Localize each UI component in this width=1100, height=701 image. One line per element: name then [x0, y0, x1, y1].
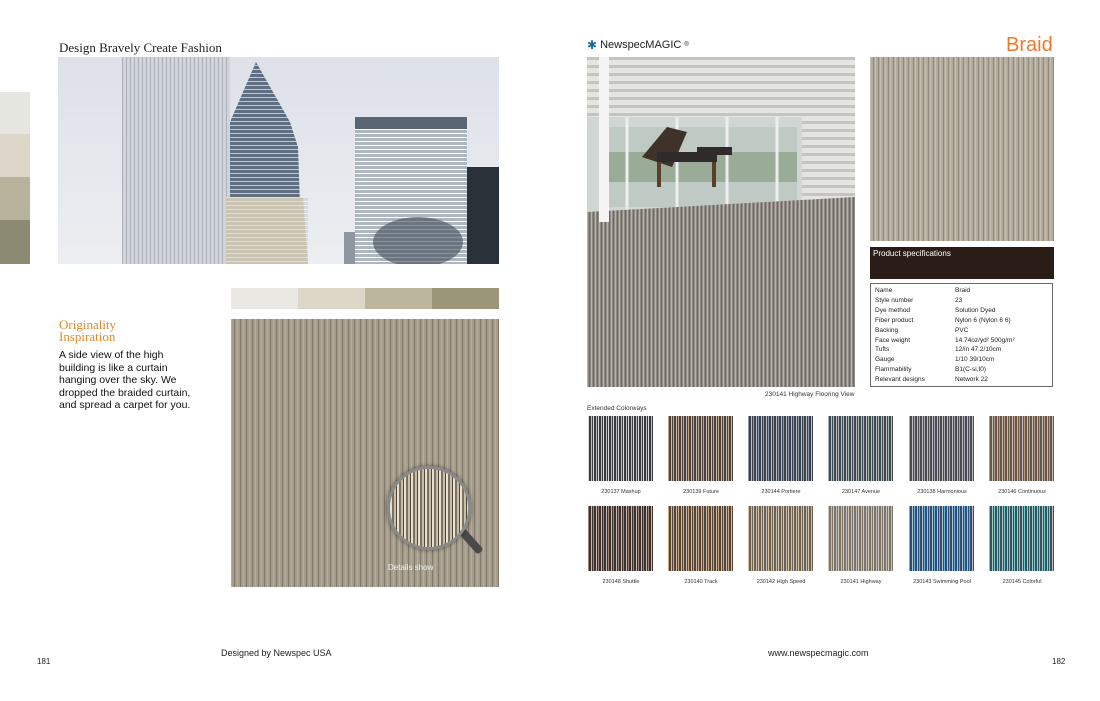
spec-key: Relevant designs [875, 376, 925, 384]
inspiration-heading [59, 319, 116, 343]
colorway-caption: 230143 Swimming Pool [913, 579, 971, 585]
room-photo-caption: 230141 Highway Flooring View [765, 391, 855, 398]
color-strip-swatch [432, 288, 499, 309]
spec-header-label: Product specifications [873, 249, 951, 258]
spec-value: Network 22 [955, 376, 988, 384]
colorway-tile [668, 506, 733, 571]
spec-value: Nylon 6 (Nylon 6 6) [955, 316, 1011, 324]
carpet-texture-image [231, 319, 499, 587]
spec-value: 1/10 39/10cm [955, 356, 995, 364]
footer-credit: Designed by Newspec USA [221, 648, 332, 658]
spec-row [875, 297, 1051, 307]
colorway-caption: 230141 Highway [840, 579, 882, 585]
colorway-tile [588, 416, 653, 481]
spec-header [870, 247, 1054, 279]
flooring-room-photo [587, 57, 855, 387]
product-title: Braid [1006, 34, 1053, 56]
colorway-tile [668, 416, 733, 481]
registered-mark: ® [684, 42, 689, 48]
color-strip-swatch [365, 288, 432, 309]
spec-table [870, 283, 1053, 387]
colorway-caption: 230148 Shuttle [602, 579, 640, 585]
colorway-caption: 230142 High Speed [756, 579, 806, 585]
color-swatch [0, 92, 30, 134]
footer-website: www.newspecmagic.com [768, 648, 869, 658]
spec-row [875, 317, 1051, 327]
inspiration-heading-line2: Inspiration [59, 329, 116, 344]
spec-key: Tufts [875, 346, 890, 354]
spec-row [875, 337, 1051, 347]
details-label: Details show [388, 563, 434, 572]
spec-value: Braid [955, 287, 971, 294]
colorway-tile [828, 506, 893, 571]
colorway-tile [909, 416, 974, 481]
colorway-tile [828, 416, 893, 481]
colorway-tile [748, 416, 813, 481]
spec-key: Name [875, 287, 893, 294]
inspiration-heading-line1: Originality [59, 317, 117, 332]
spec-key: Style number [875, 296, 914, 304]
product-swatch-image [870, 57, 1054, 241]
color-swatch [0, 134, 30, 177]
color-swatch [0, 177, 30, 220]
colorway-tile [989, 416, 1054, 481]
colorway-caption: 230140 Track [684, 579, 718, 585]
page-number-left: 181 [37, 657, 51, 666]
color-strip-swatch [298, 288, 365, 309]
spec-value: 14.74oz/yd² 500g/m² [955, 336, 1015, 344]
spec-key: Dye method [875, 306, 911, 314]
colorway-caption: 230139 Future [683, 489, 719, 495]
color-swatch [0, 220, 30, 264]
spec-row [875, 287, 1051, 297]
colorway-caption: 230147 Avenue [841, 489, 881, 495]
spec-row [875, 366, 1051, 376]
colorway-caption: 230138 Harmonious [917, 489, 967, 495]
page-headline: Design Bravely Create Fashion [59, 40, 222, 55]
snowflake-icon: ✱ [587, 38, 598, 52]
brand-logo [587, 38, 689, 52]
colorway-tile [748, 506, 813, 571]
city-skyline-photo [58, 57, 499, 264]
spec-value: B1(C-si,t0) [955, 366, 987, 374]
colorway-tile [909, 506, 974, 571]
spec-row [875, 327, 1051, 337]
spec-key: Face weight [875, 336, 911, 344]
spec-key: Backing [875, 326, 899, 334]
spec-value: Solution Dyed [955, 306, 996, 314]
inspiration-text: A side view of the high building is like a curtain hanging over the sky. We dropped the braided curtain, and spread a carpet for you. [59, 349, 191, 412]
spec-value: 12/in 47.2/10cm [955, 346, 1002, 354]
magnifier-icon [387, 466, 471, 550]
spec-key: Flammability [875, 366, 912, 374]
spec-row [875, 307, 1051, 317]
brand-name: NewspecMAGIC [600, 39, 682, 51]
colorway-caption: 230146 Continuous [998, 489, 1046, 495]
spec-value: PVC [955, 326, 969, 334]
spec-row [875, 356, 1051, 366]
page-number-right: 182 [1052, 657, 1066, 666]
colorway-caption: 230137 Mashup [601, 489, 641, 495]
spec-key: Gauge [875, 356, 895, 364]
spec-row [875, 346, 1051, 356]
colorway-caption: 230144 Portiere [761, 489, 801, 495]
colorway-tile [588, 506, 653, 571]
spec-value: 23 [955, 296, 963, 304]
color-strip-swatch [231, 288, 298, 309]
colorway-tile [989, 506, 1054, 571]
spec-key: Fiber product [875, 316, 914, 324]
colorway-caption: 230145 Colorful [1002, 579, 1042, 585]
spec-row [875, 376, 1051, 386]
colorways-label: Extended Colorways [587, 405, 647, 412]
